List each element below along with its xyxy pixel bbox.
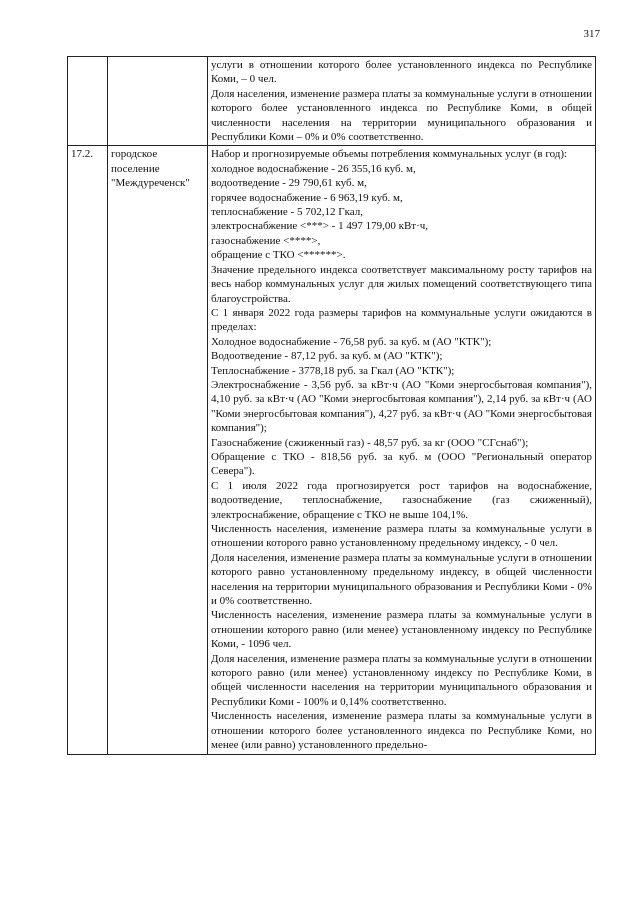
paragraph: холодное водоснабжение - 26 355,16 куб. м, xyxy=(211,162,416,175)
paragraph: электроснабжение <***> - 1 497 179,00 кВт·ч, xyxy=(211,220,429,233)
row-number: 17.2. xyxy=(68,146,108,754)
paragraph: Набор и прогнозируемые объемы потребления коммунальных услуг (в год): xyxy=(211,148,568,161)
paragraph: Численность населения, изменение размера платы за коммунальные услуги в отношении которого равно установленному предельному индексу, - 0 чел. xyxy=(211,523,592,550)
paragraph: теплоснабжение - 5 702,12 Гкал, xyxy=(211,206,363,219)
paragraph: газоснабжение <****>, xyxy=(211,234,321,247)
paragraph: С 1 января 2022 года размеры тарифов на коммунальные услуги ожидаются в пределах: xyxy=(211,306,592,334)
description-cell xyxy=(208,146,596,754)
paragraph: Теплоснабжение - 3778,18 руб. за Гкал (АО "КТК"); xyxy=(211,364,455,377)
paragraph: Численность населения, изменение размера платы за коммунальные услуги в отношении которого равно (или менее) установленному индексу по Республике Коми, - 1096 чел. xyxy=(211,609,592,651)
paragraph: С 1 июля 2022 года прогнозируется рост тарифов на водоснабжение, водоотведение, теплоснабжение, газоснабжение (газ сжиженный), электроснабжение, обращение с ТКО не выше 104,1%. xyxy=(211,479,592,521)
municipality-name: городское поселение "Междуреченск" xyxy=(108,146,208,754)
paragraph: Доля населения, изменение размера платы за коммунальные услуги в отношении которого равно установленному предельному индексу, в общей численности населения на территории муниципального образования и Республики Коми - 0% и 0% соответственно. xyxy=(211,551,592,608)
municipality-cell xyxy=(108,57,208,146)
paragraph: Доля населения, изменение размера платы за коммунальные услуги в отношении которого равно (или менее) установленному индексу по Республике Коми, в общей численности населения на территории муниципального образования и Республики Коми - 100% и 0,14% соответственно. xyxy=(211,652,592,708)
paragraph: обращение с ТКО <******>. xyxy=(211,249,346,262)
page-number: 317 xyxy=(583,28,600,40)
paragraph: Холодное водоснабжение - 76,58 руб. за куб. м (АО "КТК"); xyxy=(211,335,492,348)
tariff-table xyxy=(67,56,596,755)
paragraph: услуги в отношении которого более установленного индекса по Республике Коми, – 0 чел. xyxy=(211,59,592,86)
paragraph: горячее водоснабжение - 6 963,19 куб. м, xyxy=(211,191,403,204)
paragraph: водоотведение - 29 790,61 куб. м, xyxy=(211,177,367,190)
paragraph: Водоотведение - 87,12 руб. за куб. м (АО "КТК"); xyxy=(211,350,443,363)
paragraph: Численность населения, изменение размера платы за коммунальные услуги в отношении которого более установленного индекса по Республике Коми, но менее (или равно) установленного предельно- xyxy=(211,710,592,752)
table-row xyxy=(68,57,596,146)
paragraph: Доля населения, изменение размера платы за коммунальные услуги в отношении которого более установленного индекса по Республике Коми, в общей численности населения на территории муниципального образования и Республики Коми – 0% и 0% соответственно. xyxy=(211,87,592,144)
table-row xyxy=(68,146,596,754)
number-cell xyxy=(68,57,108,146)
paragraph: Газоснабжение (сжиженный газ) - 48,57 руб. за кг (ООО "СГснаб"); xyxy=(211,436,529,449)
description-cell xyxy=(208,57,596,146)
paragraph: Значение предельного индекса соответствует максимальному росту тарифов на весь набор коммунальных услуг для жилых помещений соответствующего типа благоустройства. xyxy=(211,263,592,305)
paragraph: Электроснабжение - 3,56 руб. за кВт·ч (АО "Коми энергосбытовая компания"), 4,10 руб. за кВт·ч (АО "Коми энергосбытовая компания"), 2,14 руб. за кВт·ч (АО "Коми энергосбытовая компания"), 4,27 руб. за кВт·ч (АО "Коми энергосбытовая компания"); xyxy=(211,378,592,435)
paragraph: Обращение с ТКО - 818,56 руб. за куб. м (ООО "Региональный оператор Севера"). xyxy=(211,450,592,478)
